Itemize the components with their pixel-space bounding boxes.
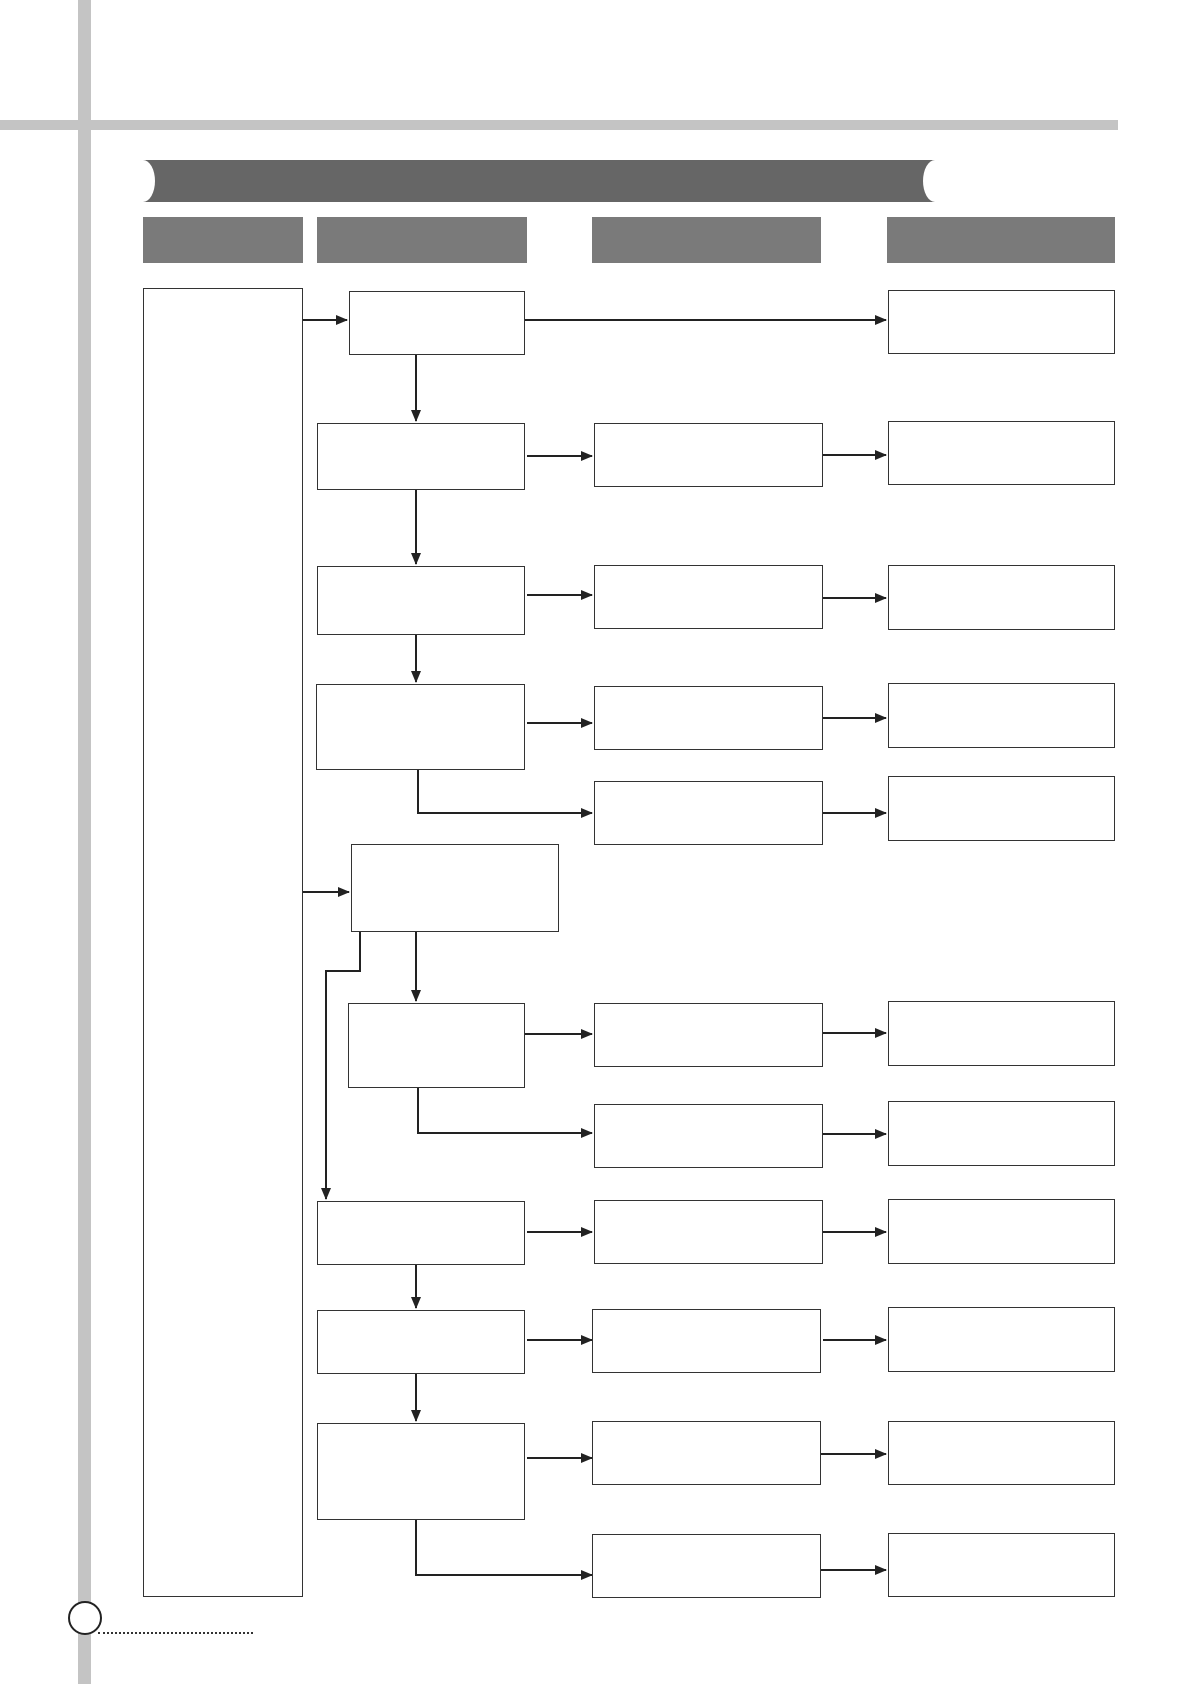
flow-box-c4-1 [888,290,1115,354]
flow-box-c3-1 [594,423,823,487]
flow-box-c3-5 [594,1003,823,1067]
flow-box-c4-4 [888,683,1115,748]
flow-box-c4-11 [888,1533,1115,1597]
flow-box-c4-8 [888,1199,1115,1264]
flow-box-c3-7 [594,1200,823,1264]
flow-box-c3-2 [594,565,823,629]
footer-dotted-rule [98,1632,253,1634]
flow-box-c2-6 [348,1003,525,1088]
flow-box-c3-6 [594,1104,823,1168]
flow-box-c2-7 [317,1201,525,1265]
flow-box-c3-4 [594,781,823,845]
arrow-c2-9-to-c3-10 [416,1520,592,1575]
page-number-badge [68,1601,102,1635]
flow-box-c2-2 [317,423,525,490]
flow-box-c4-10 [888,1421,1115,1485]
flow-box-c4-2 [888,421,1115,485]
arrow-c2-4-to-c3-4 [418,770,592,813]
flow-box-c4-7 [888,1101,1115,1166]
flow-box-c2-4 [316,684,525,770]
flow-box-c4-3 [888,565,1115,630]
flow-box-c2-5 [351,844,559,932]
arrow-c2-6-to-c3-6 [418,1088,592,1133]
flow-box-c4-9 [888,1307,1115,1372]
flow-box-c4-6 [888,1001,1115,1066]
flow-box-c2-8 [317,1310,525,1374]
flow-box-c3-3 [594,686,823,750]
flow-box-c2-1 [349,291,525,355]
flow-box-c3-8 [592,1309,821,1373]
flow-box-c3-9 [592,1421,821,1485]
flow-box-c3-10 [592,1534,821,1598]
flow-box-start [143,288,303,1597]
flow-box-c2-3 [317,566,525,635]
flow-box-c2-9 [317,1423,525,1520]
flow-box-c4-5 [888,776,1115,841]
